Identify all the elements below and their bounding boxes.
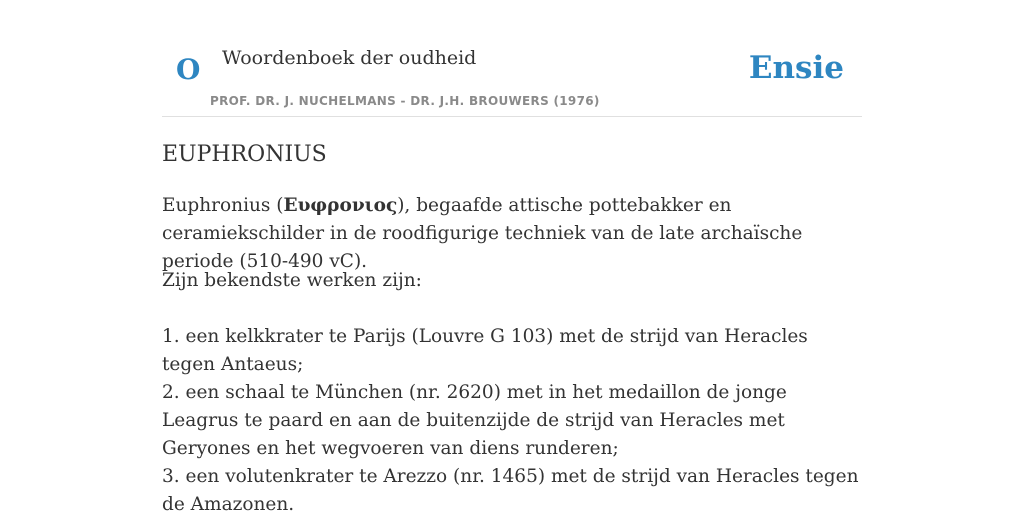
entry-title: EUPHRONIUS xyxy=(162,142,327,167)
dictionary-header xyxy=(162,0,862,117)
dictionary-title[interactable]: Woordenboek der oudheid xyxy=(222,47,477,69)
works-heading: Zijn bekendste werken zijn: xyxy=(162,270,422,291)
page-container xyxy=(162,0,862,515)
entry-intro xyxy=(162,192,862,276)
dictionary-authors: PROF. DR. J. NUCHELMANS - DR. J.H. BROUWERS (1976) xyxy=(210,94,600,108)
intro-text-before: Euphronius ( xyxy=(162,195,284,216)
ensie-logo[interactable]: Ensie xyxy=(748,50,844,86)
list-item: 1. een kelkkrater te Parijs (Louvre G 103) met de strijd van Heracles tegen Antaeus; xyxy=(162,326,808,375)
list-item: 2. een schaal te München (nr. 2620) met in het medaillon de jonge Leagrus te paard en aan de buitenzijde de strijd van Heracles met Geryones en het wegvoeren van diens runderen; xyxy=(162,382,787,459)
intro-text-after: ), begaafde attische pottebakker en ceramiekschilder in de roodfigurige techniek van de late archaïsche periode (510-490 vC). xyxy=(162,195,803,272)
list-item: 3. een volutenkrater te Arezzo (nr. 1465) met de strijd van Heracles tegen de Amazonen. xyxy=(162,466,859,515)
works-list xyxy=(162,323,862,519)
greek-name: Ευφρονιος xyxy=(283,195,398,216)
section-letter[interactable]: O xyxy=(176,53,201,86)
